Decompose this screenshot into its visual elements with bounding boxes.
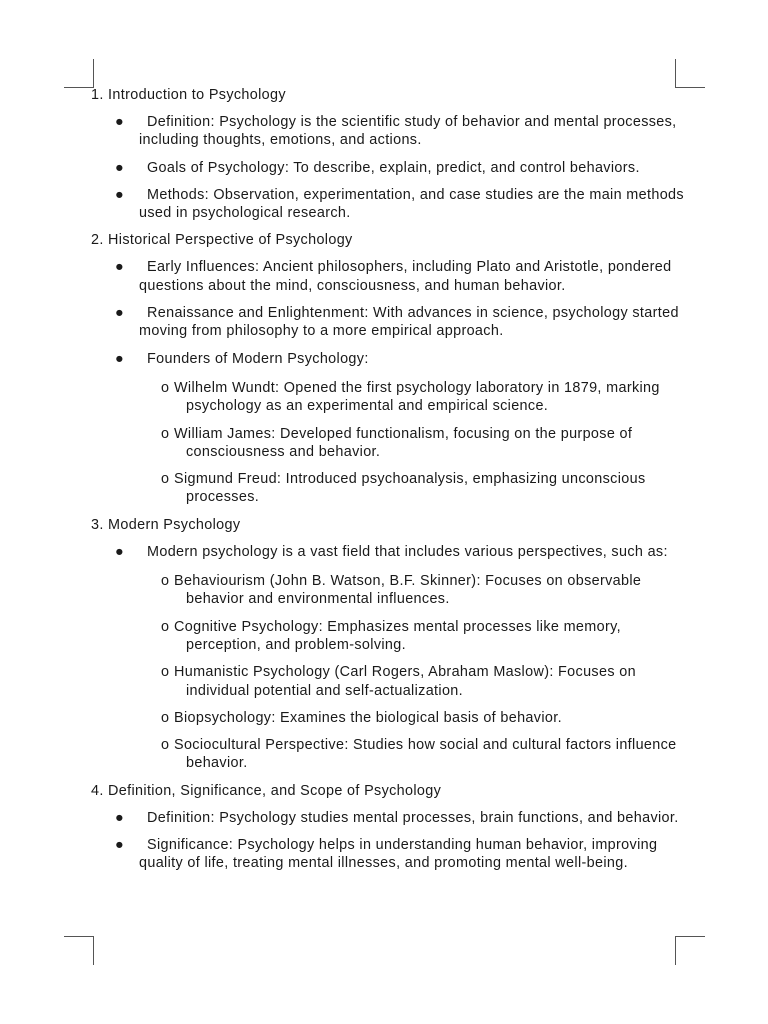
section-heading: 2. Historical Perspective of Psychology [91,232,353,249]
crop-mark-top-left-h [64,87,93,88]
sub-bullet-icon: o [161,425,170,442]
bullet-text: Goals of Psychology: To describe, explain, predict, and control behaviors. [147,159,640,176]
sub-bullet-text: Sociocultural Perspective: Studies how social and cultural factors influence behavior. [174,737,677,772]
sub-bullet-icon: o [161,618,170,635]
sub-bullet-item [91,709,691,727]
bullet-list [91,113,691,222]
bullet-text: Definition: Psychology studies mental processes, brain functions, and behavior. [147,809,679,826]
bullet-icon: ● [115,259,125,276]
sub-bullet-item [91,425,691,462]
bullet-item [91,304,691,341]
crop-mark-bottom-right-h [676,936,705,937]
bullet-item [91,836,691,873]
bullet-list [91,543,691,773]
sub-bullet-text: Biopsychology: Examines the biological basis of behavior. [174,709,562,726]
document-body [91,86,691,882]
bullet-text: Modern psychology is a vast field that includes various perspectives, such as: [147,543,668,560]
sub-bullet-icon: o [161,709,170,726]
bullet-text: Renaissance and Enlightenment: With advances in science, psychology started moving from philosophy to a more empirical approach. [139,305,679,340]
bullet-text: Founders of Modern Psychology: [147,350,369,367]
bullet-item [91,258,691,295]
bullet-item [91,159,691,177]
bullet-list [91,258,691,506]
sub-bullet-item [91,736,691,773]
sub-bullet-text: Behaviourism (John B. Watson, B.F. Skinner): Focuses on observable behavior and environmental influences. [174,573,642,608]
sub-bullet-text: Cognitive Psychology: Emphasizes mental processes like memory, perception, and problem-solving. [174,618,621,653]
bullet-item [91,113,691,150]
bullet-item [91,350,691,507]
bullet-item [91,543,691,773]
bullet-item [91,809,691,827]
sub-bullet-item [91,572,691,609]
bullet-text: Definition: Psychology is the scientific study of behavior and mental processes, including thoughts, emotions, and actions. [139,114,677,149]
sub-bullet-item [91,379,691,416]
crop-mark-top-right-v [675,59,676,88]
sub-bullet-list [91,572,691,773]
sub-bullet-item [91,663,691,700]
sub-bullet-text: Humanistic Psychology (Carl Rogers, Abraham Maslow): Focuses on individual potential and self-actualization. [174,664,636,699]
sub-bullet-list [91,379,691,507]
sub-bullet-text: Wilhelm Wundt: Opened the first psychology laboratory in 1879, marking psychology as an experimental and empirical science. [174,379,660,415]
bullet-item [91,186,691,223]
bullet-icon: ● [115,305,125,322]
crop-mark-bottom-left-v [93,936,94,965]
bullet-list [91,809,691,873]
sub-bullet-item [91,470,691,507]
section-heading: 4. Definition, Significance, and Scope of Psychology [91,782,442,799]
bullet-icon: ● [115,543,125,560]
sub-bullet-icon: o [161,664,170,681]
sub-bullet-icon: o [161,737,170,754]
sub-bullet-icon: o [161,573,170,590]
bullet-text: Significance: Psychology helps in understanding human behavior, improving quality of life, treating mental illnesses, and promoting mental well-being. [139,837,658,872]
crop-mark-top-left-v [93,59,94,88]
bullet-icon: ● [115,114,125,130]
bullet-icon: ● [115,159,125,176]
sub-bullet-icon: o [161,471,170,488]
sub-bullet-icon: o [161,379,170,396]
bullet-icon: ● [115,350,125,367]
section-heading: 3. Modern Psychology [91,516,241,533]
sub-bullet-item [91,618,691,655]
crop-mark-bottom-left-h [64,936,93,937]
bullet-text: Early Influences: Ancient philosophers, including Plato and Aristotle, pondered questions about the mind, consciousness, and human behavior. [139,259,672,294]
bullet-text: Methods: Observation, experimentation, and case studies are the main methods used in psychological research. [139,186,684,222]
section-heading: 1. Introduction to Psychology [91,87,286,103]
bullet-icon: ● [115,837,125,854]
bullet-icon: ● [115,809,125,826]
bullet-icon: ● [115,186,125,203]
crop-mark-bottom-right-v [675,936,676,965]
sub-bullet-text: William James: Developed functionalism, focusing on the purpose of consciousness and behavior. [174,425,633,460]
sub-bullet-text: Sigmund Freud: Introduced psychoanalysis, emphasizing unconscious processes. [174,471,646,506]
